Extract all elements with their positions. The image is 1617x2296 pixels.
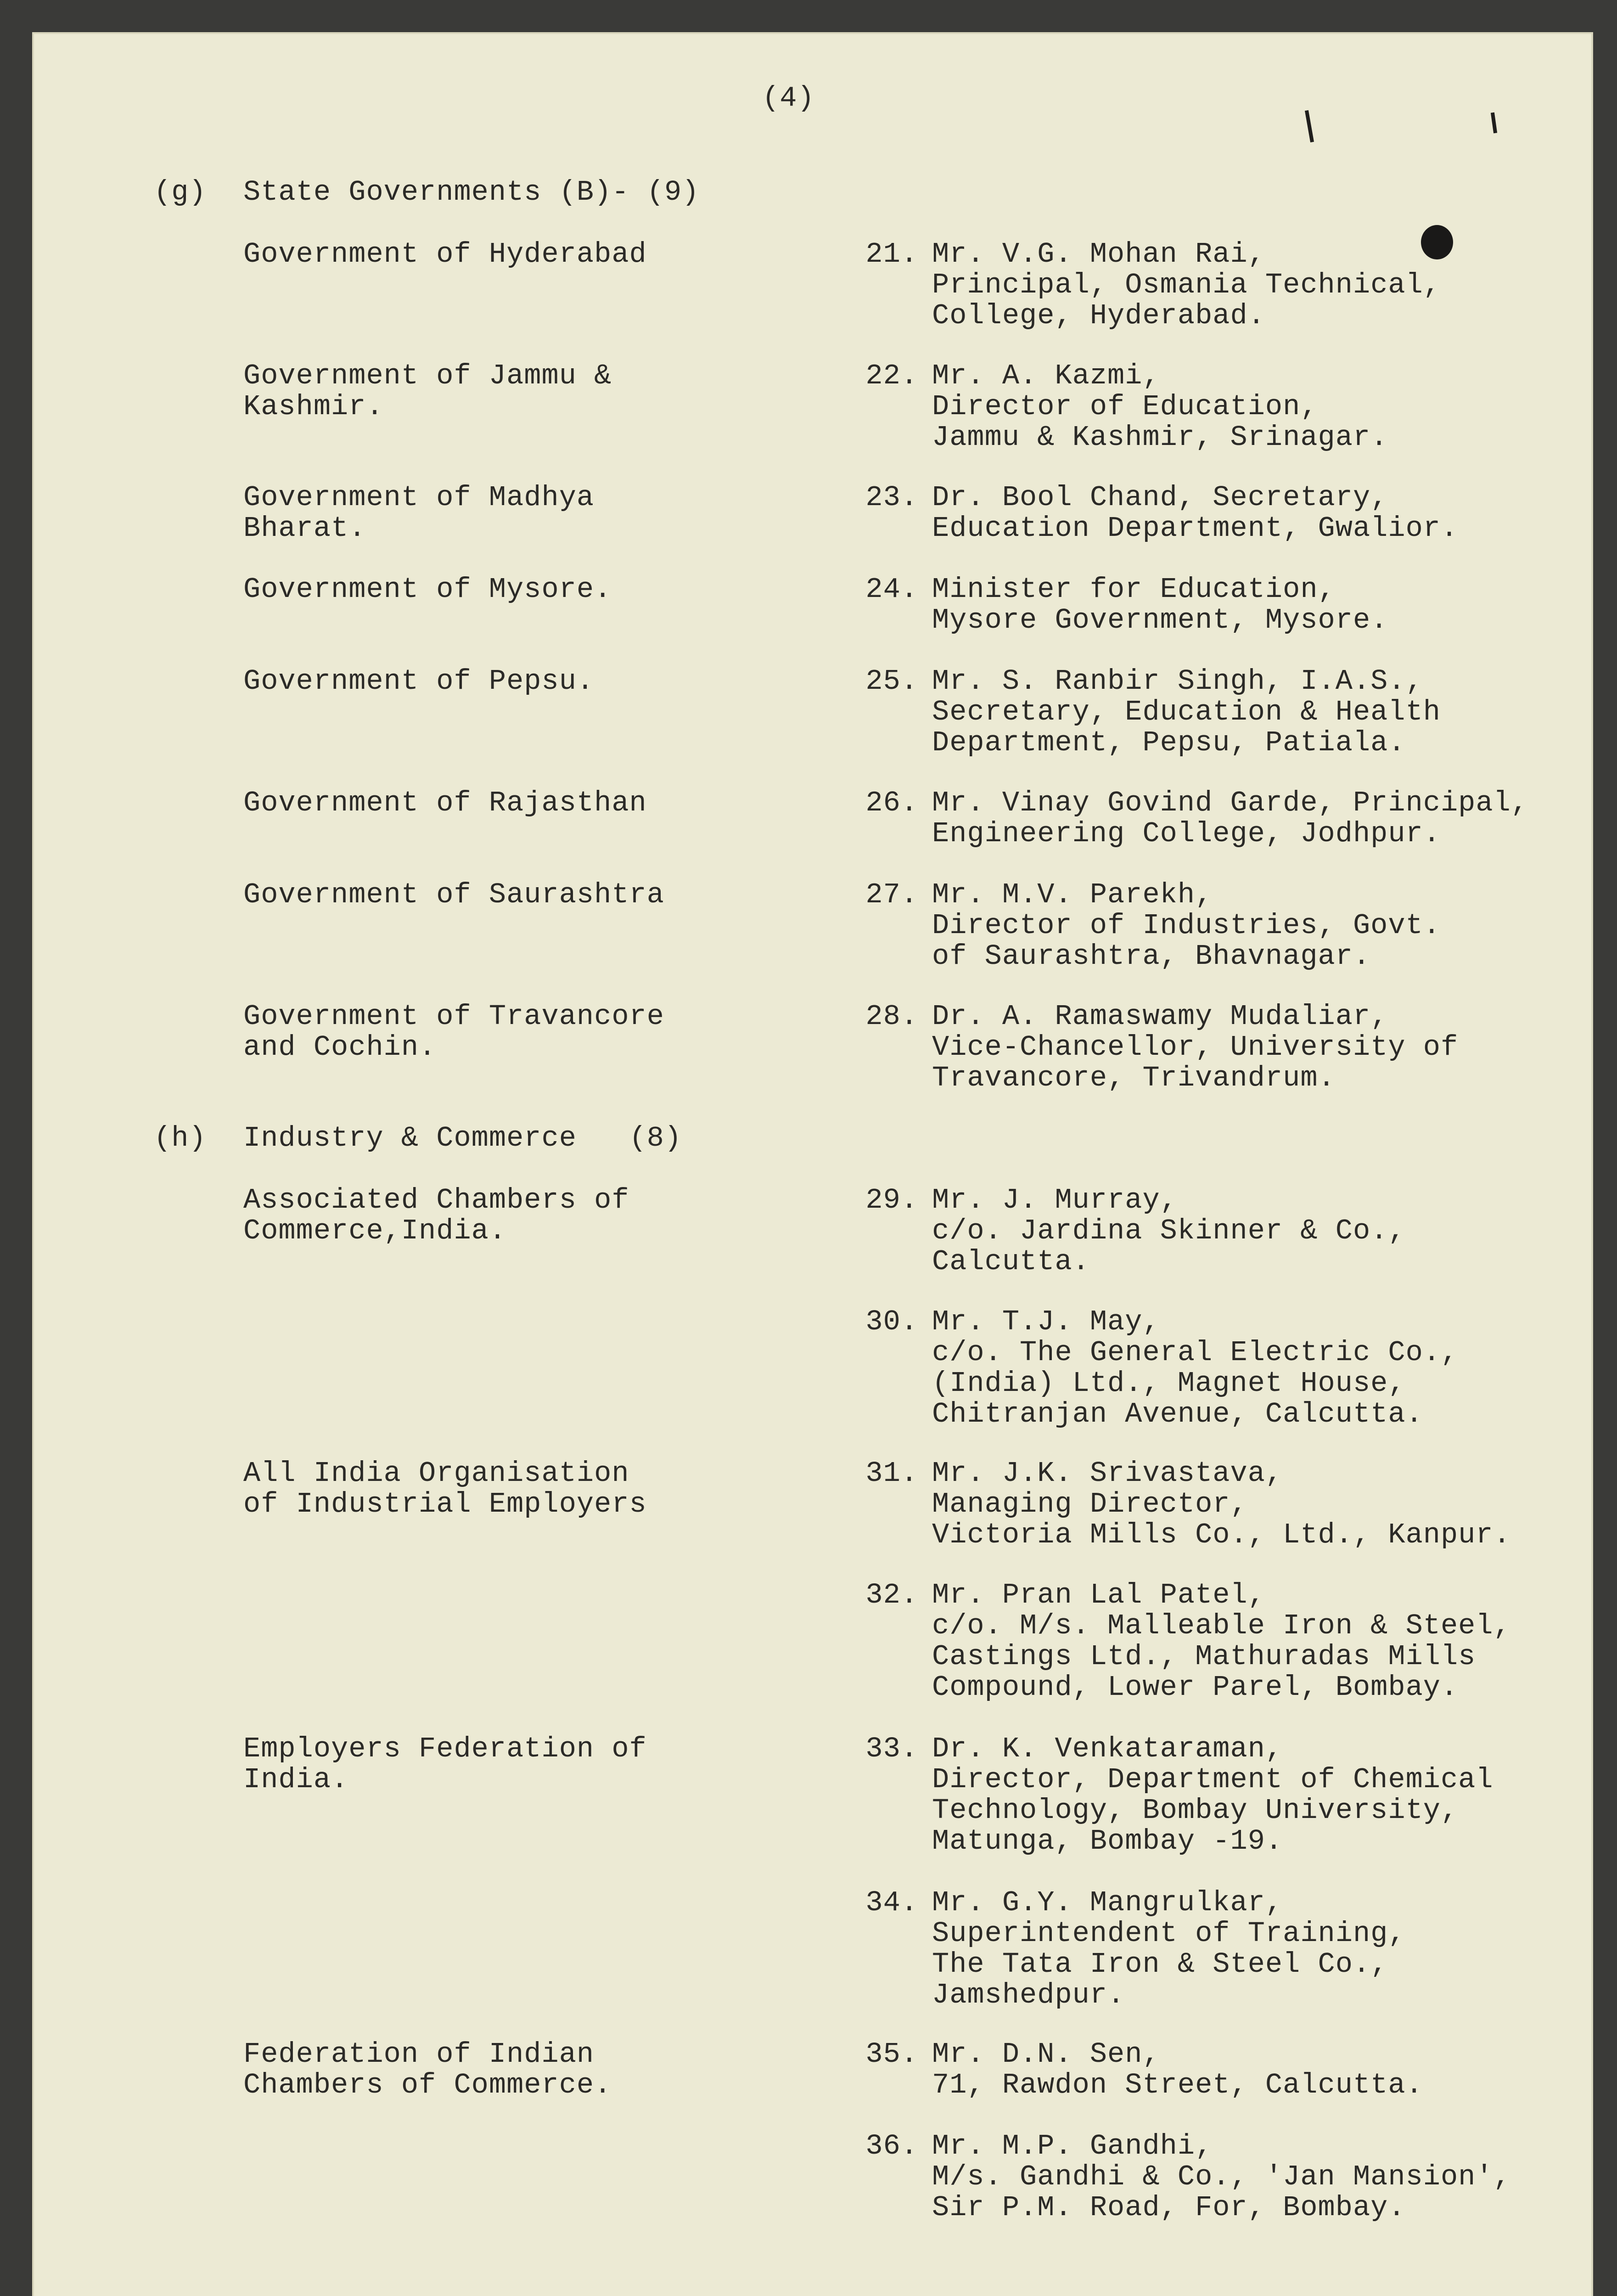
section-title: State Governments (B)- (9): [243, 176, 700, 208]
member-details: Mr. Pran Lal Patel, c/o. M/s. Malleable Iron & Steel, Castings Ltd., Mathuradas Mills Compound, Lower Parel, Bombay.: [932, 1579, 1511, 1704]
section-title: Industry & Commerce (8): [243, 1122, 682, 1154]
member-details: Mr. S. Ranbir Singh, I.A.S., Secretary, Education & Health Department, Pepsu, Patiala.: [932, 665, 1441, 759]
entry-number: 21.: [865, 238, 918, 270]
entry-number: 34.: [865, 1886, 918, 1919]
member-details: Mr. Vinay Govind Garde, Principal, Engineering College, Jodhpur.: [932, 787, 1529, 850]
organisation-name: Employers Federation of India.: [243, 1733, 647, 1796]
organisation-name: Federation of Indian Chambers of Commerce.: [243, 2038, 612, 2101]
organisation-name: Government of Travancore and Cochin.: [243, 1000, 664, 1064]
member-details: Mr. T.J. May, c/o. The General Electric Co., (India) Ltd., Magnet House, Chitranjan Avenue, Calcutta.: [932, 1306, 1459, 1430]
organisation-name: Government of Pepsu.: [243, 665, 595, 698]
section-letter: (h): [154, 1122, 207, 1154]
page-number: (4): [762, 82, 815, 114]
entry-number: 22.: [865, 360, 918, 392]
member-details: Dr. K. Venkataraman, Director, Department of Chemical Technology, Bombay University, Matunga, Bombay -19.: [932, 1733, 1493, 1857]
organisation-name: Government of Rajasthan: [243, 787, 647, 819]
organisation-name: All India Organisation of Industrial Employers: [243, 1457, 647, 1520]
entry-number: 35.: [865, 2038, 918, 2071]
member-details: Mr. J. Murray, c/o. Jardina Skinner & Co., Calcutta.: [932, 1184, 1406, 1278]
organisation-name: Government of Saurashtra: [243, 878, 664, 911]
member-details: Dr. Bool Chand, Secretary, Education Department, Gwalior.: [932, 481, 1459, 545]
member-details: Mr. M.V. Parekh, Director of Industries, Govt. of Saurashtra, Bhavnagar.: [932, 878, 1441, 973]
entry-number: 32.: [865, 1579, 918, 1611]
entry-number: 27.: [865, 878, 918, 911]
member-details: Mr. M.P. Gandhi, M/s. Gandhi & Co., 'Jan Mansion', Sir P.M. Road, For, Bombay.: [932, 2130, 1511, 2224]
entry-number: 23.: [865, 481, 918, 514]
entry-number: 31.: [865, 1457, 918, 1490]
organisation-name: Government of Mysore.: [243, 573, 612, 606]
member-details: Dr. A. Ramaswamy Mudaliar, Vice-Chancellor, University of Travancore, Trivandrum.: [932, 1000, 1459, 1094]
organisation-name: Associated Chambers of Commerce,India.: [243, 1184, 629, 1247]
organisation-name: Government of Hyderabad: [243, 238, 647, 270]
member-details: Mr. J.K. Srivastava, Managing Director, Victoria Mills Co., Ltd., Kanpur.: [932, 1457, 1511, 1551]
entry-number: 28.: [865, 1000, 918, 1033]
entry-number: 33.: [865, 1733, 918, 1765]
member-details: Mr. D.N. Sen, 71, Rawdon Street, Calcutta.: [932, 2038, 1423, 2101]
entry-number: 29.: [865, 1184, 918, 1216]
member-details: Mr. G.Y. Mangrulkar, Superintendent of Training, The Tata Iron & Steel Co., Jamshedpur.: [932, 1886, 1406, 2011]
ink-mark: [1491, 113, 1497, 134]
organisation-name: Government of Jammu & Kashmir.: [243, 360, 612, 423]
ink-mark: [1305, 110, 1314, 142]
member-details: Mr. A. Kazmi, Director of Education, Jammu & Kashmir, Srinagar.: [932, 360, 1388, 454]
section-letter: (g): [154, 176, 207, 208]
organisation-name: Government of Madhya Bharat.: [243, 481, 595, 545]
member-details: Minister for Education, Mysore Government, Mysore.: [932, 573, 1388, 636]
entry-number: 26.: [865, 787, 918, 819]
entry-number: 24.: [865, 573, 918, 606]
entry-number: 30.: [865, 1306, 918, 1338]
document-page: [32, 32, 1593, 2296]
entry-number: 36.: [865, 2130, 918, 2162]
entry-number: 25.: [865, 665, 918, 698]
member-details: Mr. V.G. Mohan Rai, Principal, Osmania Technical, College, Hyderabad.: [932, 238, 1441, 332]
